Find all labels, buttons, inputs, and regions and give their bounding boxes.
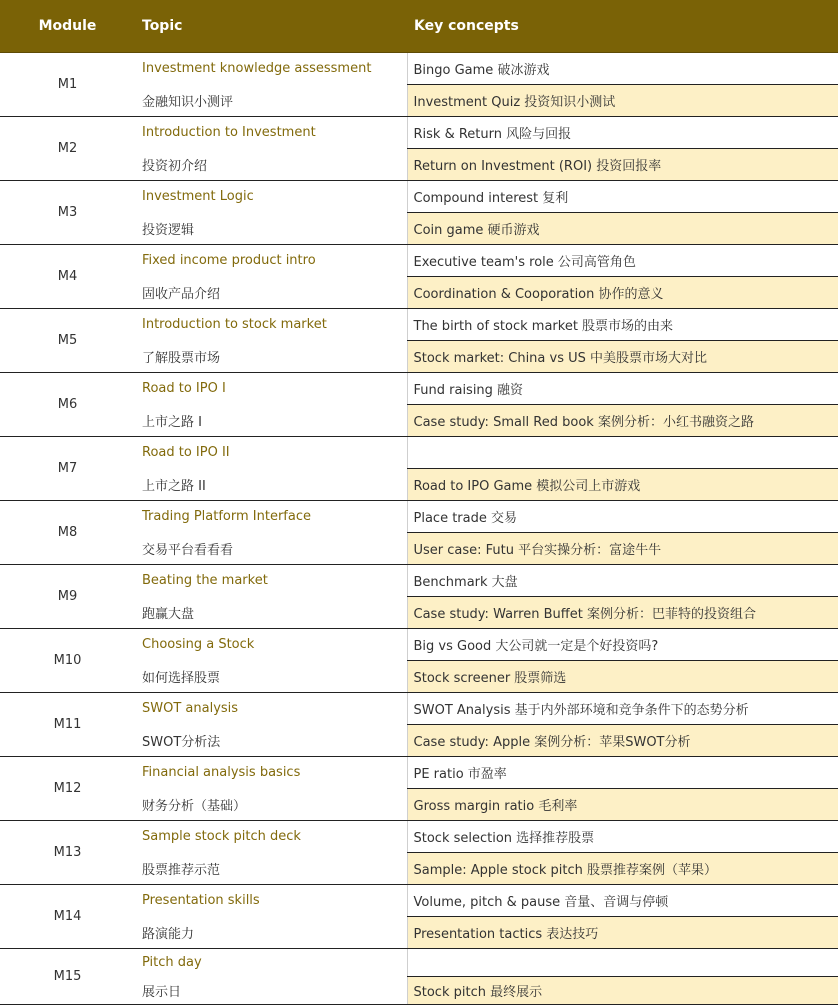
module-id: M1: [0, 53, 135, 117]
module-id: M4: [0, 245, 135, 309]
module-row: [0, 949, 838, 977]
key-concept-1: Place trade 交易: [407, 501, 838, 533]
module-id: M13: [0, 821, 135, 885]
key-concept-2: Coin game 硬币游戏: [407, 213, 838, 245]
key-concept-1: Bingo Game 破冰游戏: [407, 53, 838, 85]
key-concept-2: Coordination & Cooporation 协作的意义: [407, 277, 838, 309]
topic-chinese: 上市之路 II: [135, 469, 407, 501]
key-concept-1: Risk & Return 风险与回报: [407, 117, 838, 149]
key-concept-2: Return on Investment (ROI) 投资回报率: [407, 149, 838, 181]
topic-english: Pitch day: [142, 955, 202, 971]
key-concept-2: Case study: Small Red book 案例分析：小红书融资之路: [407, 405, 838, 437]
module-id: M3: [0, 181, 135, 245]
module-row: [0, 885, 838, 917]
topic-english: Introduction to Investment: [142, 125, 316, 141]
key-concept-2: User case: Futu 平台实操分析：富途牛牛: [407, 533, 838, 565]
key-concept-2: Road to IPO Game 模拟公司上市游戏: [407, 469, 838, 501]
module-id: M12: [0, 757, 135, 821]
topic-english: Choosing a Stock: [142, 637, 255, 653]
topic-chinese: 金融知识小测评: [135, 85, 407, 117]
key-concept-1: PE ratio 市盈率: [407, 757, 838, 789]
topic-english: Presentation skills: [142, 893, 260, 909]
topic-english: Fixed income product intro: [142, 253, 316, 269]
topic-chinese: 展示日: [135, 977, 407, 1005]
module-id: M2: [0, 117, 135, 181]
topic-english: Beating the market: [142, 573, 268, 589]
module-row: [0, 53, 838, 85]
topic-chinese: 投资初介绍: [135, 149, 407, 181]
topic-chinese: 了解股票市场: [135, 341, 407, 373]
module-id: M5: [0, 309, 135, 373]
topic-english: SWOT analysis: [142, 701, 239, 717]
module-row: [0, 245, 838, 277]
key-concept-1: Volume, pitch & pause 音量、音调与停顿: [407, 885, 838, 917]
key-concept-2: Stock pitch 最终展示: [407, 977, 838, 1005]
module-id: M10: [0, 629, 135, 693]
key-concept-2: Gross margin ratio 毛利率: [407, 789, 838, 821]
module-row: [0, 501, 838, 533]
key-concept-1: [407, 437, 838, 469]
module-row: [0, 629, 838, 661]
topic-english: Financial analysis basics: [142, 765, 301, 781]
module-id: M14: [0, 885, 135, 949]
key-concept-1: SWOT Analysis 基于内外部环境和竞争条件下的态势分析: [407, 693, 838, 725]
topic-english: Investment knowledge assessment: [142, 61, 372, 77]
key-concept-2: Sample: Apple stock pitch 股票推荐案例（苹果）: [407, 853, 838, 885]
module-row: [0, 757, 838, 789]
header-topic: Topic: [135, 0, 407, 53]
module-id: M11: [0, 693, 135, 757]
header-row: [0, 0, 838, 53]
topic-chinese: 上市之路 I: [135, 405, 407, 437]
header-module: Module: [0, 0, 135, 53]
topic-english: Introduction to stock market: [142, 317, 327, 333]
topic-english: Road to IPO I: [142, 381, 226, 397]
module-row: [0, 565, 838, 597]
key-concept-1: Big vs Good 大公司就一定是个好投资吗?: [407, 629, 838, 661]
key-concept-1: The birth of stock market 股票市场的由来: [407, 309, 838, 341]
topic-chinese: 如何选择股票: [135, 661, 407, 693]
key-concept-1: Stock selection 选择推荐股票: [407, 821, 838, 853]
key-concept-2: Presentation tactics 表达技巧: [407, 917, 838, 949]
module-row: [0, 437, 838, 469]
key-concept-2: Case study: Warren Buffet 案例分析：巴菲特的投资组合: [407, 597, 838, 629]
topic-english: Road to IPO II: [142, 445, 230, 461]
module-row: [0, 309, 838, 341]
module-row: [0, 181, 838, 213]
topic-chinese: 交易平台看看看: [135, 533, 407, 565]
module-row: [0, 821, 838, 853]
key-concept-1: Compound interest 复利: [407, 181, 838, 213]
module-id: M8: [0, 501, 135, 565]
header-key-concepts: Key concepts: [407, 0, 838, 53]
module-row: [0, 373, 838, 405]
module-id: M6: [0, 373, 135, 437]
module-row: [0, 693, 838, 725]
curriculum-body: [0, 53, 838, 1005]
module-id: M9: [0, 565, 135, 629]
module-id: M15: [0, 949, 135, 1005]
topic-english: Trading Platform Interface: [142, 509, 311, 525]
module-id: M7: [0, 437, 135, 501]
topic-chinese: 跑赢大盘: [135, 597, 407, 629]
topic-chinese: SWOT分析法: [135, 725, 407, 757]
topic-english: Sample stock pitch deck: [142, 829, 301, 845]
topic-chinese: 股票推荐示范: [135, 853, 407, 885]
key-concept-2: Stock market: China vs US 中美股票市场大对比: [407, 341, 838, 373]
key-concept-1: [407, 949, 838, 977]
topic-chinese: 投资逻辑: [135, 213, 407, 245]
topic-chinese: 财务分析（基础）: [135, 789, 407, 821]
key-concept-2: Case study: Apple 案例分析：苹果SWOT分析: [407, 725, 838, 757]
key-concept-1: Benchmark 大盘: [407, 565, 838, 597]
key-concept-2: Investment Quiz 投资知识小测试: [407, 85, 838, 117]
topic-chinese: 路演能力: [135, 917, 407, 949]
key-concept-1: Fund raising 融资: [407, 373, 838, 405]
topic-chinese: 固收产品介绍: [135, 277, 407, 309]
module-row: [0, 117, 838, 149]
key-concept-1: Executive team's role 公司高管角色: [407, 245, 838, 277]
key-concept-2: Stock screener 股票筛选: [407, 661, 838, 693]
topic-english: Investment Logic: [142, 189, 254, 205]
